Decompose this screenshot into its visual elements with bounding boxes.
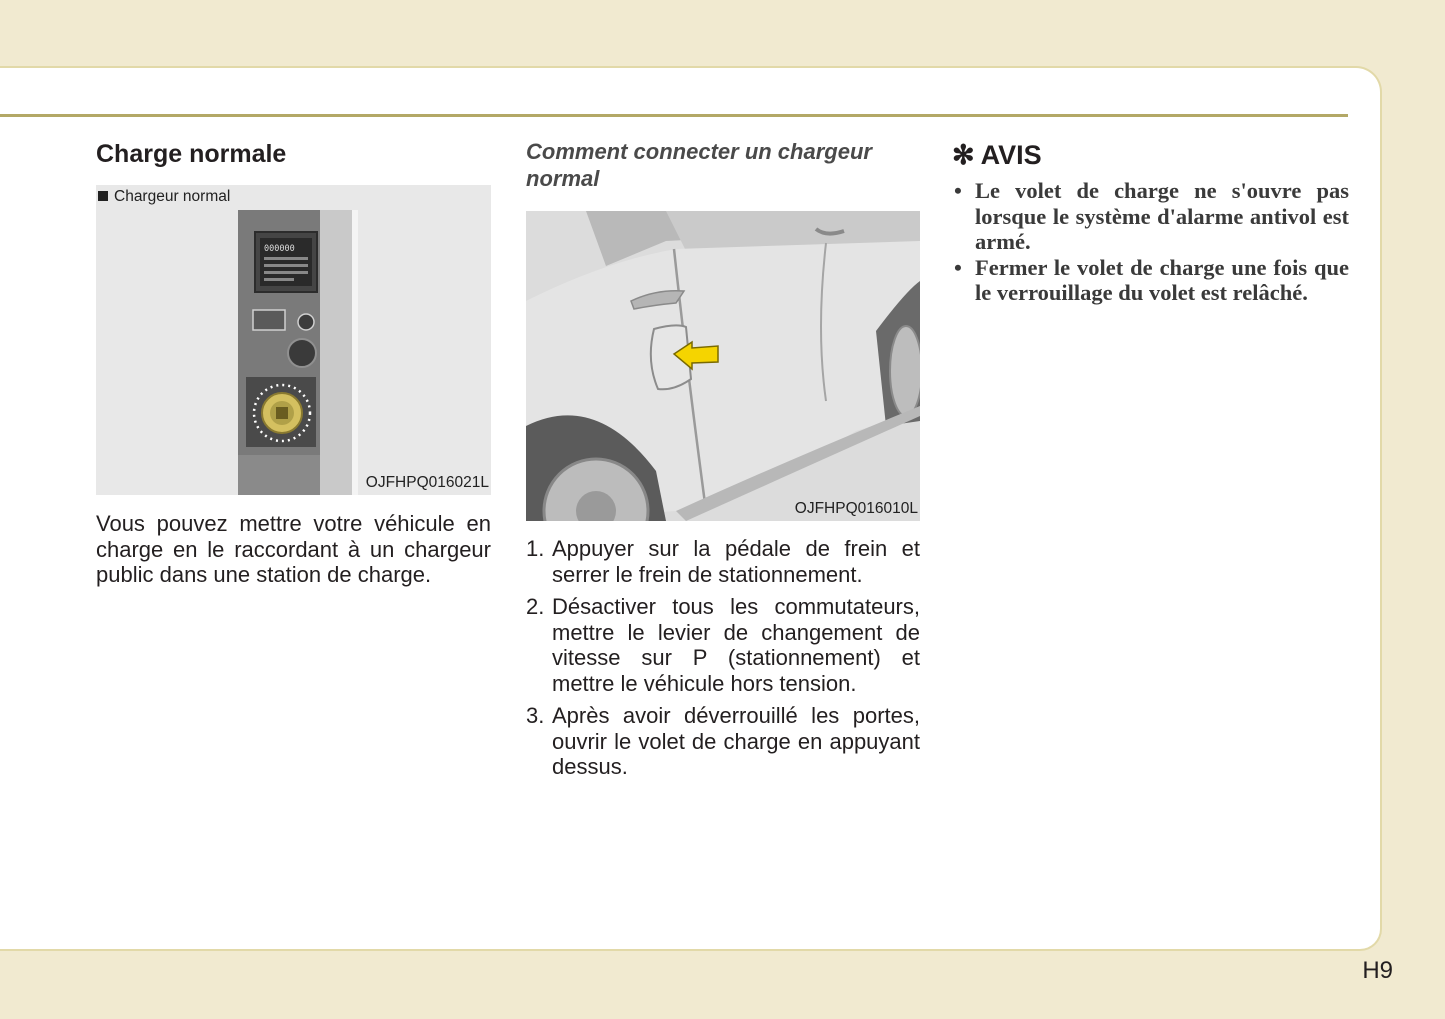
column-avis [952,138,1349,306]
avis-heading [952,138,1349,172]
section-title: Charge normale [96,140,287,168]
step-text: Appuyer sur la pédale de frein et serrer le frein de stationnement. [552,536,920,587]
display-readout: 000000 [264,244,295,254]
avis-item-text: Fermer le volet de charge une fois que le verrouillage du volet est relâché. [975,254,1349,305]
figure-code: OJFHPQ016021L [365,474,489,491]
step-number: 1. [526,536,545,561]
step-number: 2. [526,594,545,619]
step-item [526,703,920,780]
avis-list [952,178,1349,306]
caption-text: Chargeur normal [114,188,231,205]
step-text: Après avoir déverrouillé les portes, ouvrir le volet de charge en appuyant dessus. [552,703,920,779]
figure-caption [98,188,230,206]
notice-star-icon: ✻ [952,140,975,170]
bullet-icon: • [954,178,962,203]
figure-code: OJFHPQ016010L [794,500,918,517]
section-subtitle: Comment connecter un chargeur normal [526,139,872,191]
step-text: Désactiver tous les commutateurs, mettre le levier de changement de vitesse sur P (stationnement) et mettre le véhicule hors tension. [552,594,920,696]
header-rule [0,114,1348,117]
caption-square-icon [98,191,108,201]
step-item [526,594,920,696]
car-charge-door-illustration [526,211,920,521]
step-item [526,536,920,587]
page-number: H9 [1362,957,1393,984]
step-number: 3. [526,703,545,728]
avis-item [952,255,1349,306]
avis-title: AVIS [980,140,1042,170]
column-charge-normale [96,138,491,588]
charging-station-illustration [96,185,491,495]
column-connect-charger [526,138,920,787]
body-paragraph: Vous pouvez mettre votre véhicule en charge en le raccordant à un chargeur public dans une station de charge. [96,511,491,587]
avis-item-text: Le volet de charge ne s'ouvre pas lorsque le système d'alarme antivol est armé. [975,178,1349,254]
car-figure [526,211,920,521]
charger-figure [96,185,491,495]
bullet-icon: • [954,254,962,280]
avis-item [952,178,1349,255]
steps-list [526,536,920,780]
